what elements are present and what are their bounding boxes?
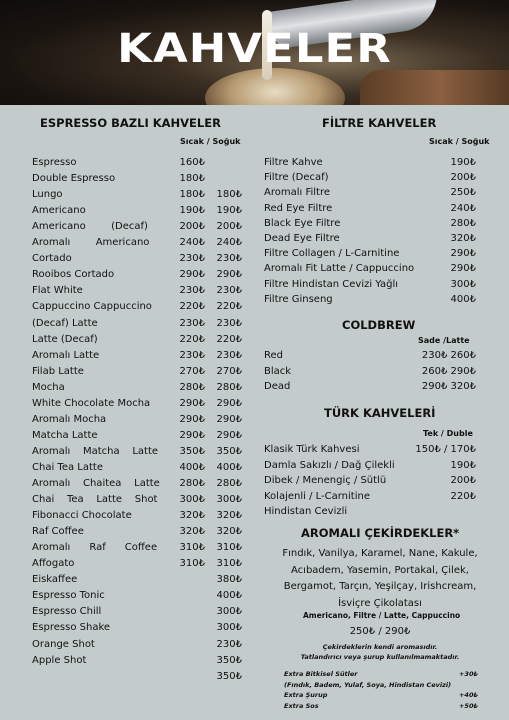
item-name: Aromalı Mocha — [32, 413, 107, 425]
item-price-cold: 230₺ — [216, 253, 242, 265]
item-name: Chai Tea Latte Shot — [32, 494, 158, 506]
item-name: Black — [264, 365, 292, 377]
extra-label: Extra Sos — [284, 701, 319, 710]
menu-item — [32, 204, 242, 218]
aromali-types: Americano, Filtre / Latte, Cappuccino — [303, 611, 461, 620]
item-price: 290₺ 320₺ — [421, 381, 476, 392]
item-name: Aromalı Matcha Latte — [32, 445, 159, 457]
item-price: 320₺ — [450, 233, 476, 244]
item-price-hot: 320₺ — [179, 510, 205, 522]
menu-item — [264, 459, 476, 473]
item-name: Aromalı Fit Latte / Cappuccino — [264, 263, 415, 275]
menu-item — [32, 236, 242, 250]
menu-item — [264, 278, 476, 292]
extra-label: (Fındık, Badem, Yulaf, Soya, Hindistan Cevizi) — [284, 680, 452, 689]
item-price-cold: 290₺ — [216, 413, 242, 425]
menu-item — [264, 349, 476, 363]
item-name: Espresso Tonic — [32, 590, 105, 602]
hero-banner — [0, 0, 509, 105]
item-name: Red — [264, 350, 283, 361]
aromali-note-2: Tatlandırıcı veya şurup kullanılmamaktadır. — [300, 653, 460, 661]
item-price: 260₺ 290₺ — [421, 365, 476, 377]
item-price-cold: 220₺ — [216, 333, 242, 345]
item-name: Filtre Ginseng — [264, 293, 333, 305]
filtre-subheader: Sıcak / Soğuk — [429, 137, 490, 146]
espresso-subheader: Sıcak / Soğuk — [180, 137, 241, 146]
item-price: 150₺ / 170₺ — [415, 444, 476, 455]
item-price: 240₺ — [450, 202, 476, 214]
item-name: Fibonacci Chocolate — [32, 510, 132, 522]
item-name: Aromalı Chaitea Latte — [32, 478, 160, 489]
item-name: Kolajenli / L-Carnitine — [264, 490, 370, 502]
menu-item — [264, 202, 476, 216]
extra-item — [284, 670, 478, 680]
item-name: (Decaf) Latte — [32, 317, 98, 329]
item-name: Flat White — [32, 285, 83, 297]
flavor-line: Acıbadem, Yasemin, Portakal, Çilek, — [291, 564, 469, 576]
item-price: 190₺ — [450, 157, 476, 168]
item-name: Filtre Hindistan Cevizi Yağlı — [264, 278, 399, 290]
menu-item — [32, 429, 242, 443]
item-name: Double Espresso — [32, 173, 116, 185]
menu-item — [32, 349, 242, 363]
item-price: 290₺ — [450, 263, 476, 275]
menu-item — [32, 573, 242, 587]
extra-item — [284, 702, 478, 712]
menu-item — [32, 317, 242, 331]
item-price-hot: 180₺ — [179, 189, 205, 201]
menu-item — [32, 188, 242, 202]
menu-item — [32, 589, 242, 603]
item-price-cold: 200₺ — [216, 221, 242, 233]
menu-item — [32, 172, 242, 186]
menu-item — [264, 293, 476, 307]
menu-item — [32, 493, 242, 507]
item-price-cold: 320₺ — [216, 510, 242, 522]
menu-item — [32, 477, 242, 491]
menu-item — [264, 380, 476, 394]
item-price-cold: 290₺ — [216, 397, 242, 409]
flavor-line: İsviçre Çikolatası — [338, 597, 422, 609]
item-price-hot: 320₺ — [179, 526, 205, 538]
item-name: Aromalı Americano — [32, 237, 150, 249]
menu-item — [264, 156, 476, 170]
item-price-cold: 350₺ — [216, 654, 242, 666]
item-name: Affogato — [32, 558, 75, 570]
turk-section-title: TÜRK KAHVELERİ — [324, 406, 436, 420]
aromali-note-1: Çekirdeklerin kendi aromasıdır. — [322, 643, 438, 651]
item-name: Rooibos Cortado — [32, 269, 115, 281]
aromali-price: 250₺ / 290₺ — [349, 626, 411, 637]
menu-item — [264, 186, 476, 200]
menu-item — [264, 171, 476, 185]
item-price-cold: 220₺ — [216, 301, 242, 313]
item-name: Cappuccino Cappuccino — [32, 301, 152, 313]
item-price-cold: 230₺ — [216, 285, 242, 297]
item-price: 220₺ — [450, 490, 476, 502]
menu-item — [32, 621, 242, 635]
item-price-cold: 230₺ — [216, 349, 242, 361]
item-price-hot: 310₺ — [179, 558, 205, 570]
item-price-hot: 180₺ — [179, 173, 205, 185]
item-name: Espresso Chill — [32, 606, 102, 618]
menu-item — [32, 654, 242, 668]
coldbrew-subheader: Sade /Latte — [418, 336, 470, 345]
item-price-hot: 190₺ — [179, 205, 205, 217]
item-name: Hindistan Cevizli — [264, 506, 348, 517]
item-price-cold: 190₺ — [216, 205, 242, 217]
menu-item — [32, 284, 242, 298]
item-price-hot: 230₺ — [179, 285, 205, 297]
item-name: Espresso Shake — [32, 622, 111, 634]
item-price-cold: 280₺ — [216, 381, 242, 393]
item-price-cold: 320₺ — [216, 526, 242, 538]
aromali-section-title: AROMALI ÇEKİRDEKLER* — [301, 526, 460, 540]
item-name: Filtre Collagen / L-Carnitine — [264, 248, 400, 260]
menu-item — [264, 365, 476, 379]
item-price-cold: 310₺ — [216, 542, 242, 554]
item-price: 250₺ — [450, 187, 476, 199]
extra-label: Extra Şurup — [284, 691, 328, 699]
flavor-line: Bergamot, Tarçın, Yeşilçay, Irishcream, — [283, 581, 477, 592]
item-name: Filab Latte — [32, 365, 84, 377]
item-price-cold: 400₺ — [216, 461, 242, 473]
item-price: 400₺ — [450, 293, 476, 305]
item-name: Black Eye Filtre — [264, 217, 341, 229]
espresso-section-title: ESPRESSO BAZLI KAHVELER — [40, 116, 221, 130]
item-name: Cortado — [32, 253, 72, 265]
coldbrew-section-title: COLDBREW — [342, 318, 416, 332]
item-name: Aromalı Raf Coffee — [32, 542, 158, 554]
turk-subheader: Tek / Duble — [423, 429, 473, 438]
menu-item — [32, 413, 242, 427]
item-price-hot: 230₺ — [179, 253, 205, 265]
item-name: Apple Shot — [32, 654, 87, 666]
extra-price: +40₺ — [458, 691, 478, 699]
menu-item — [264, 474, 476, 488]
item-price-hot: 290₺ — [179, 269, 205, 281]
menu-item — [264, 247, 476, 261]
menu-item — [264, 262, 476, 276]
menu-item — [32, 461, 242, 475]
item-name: Red Eye Filtre — [264, 202, 333, 214]
item-price: 230₺ 260₺ — [421, 350, 476, 361]
item-name: Aromalı Filtre — [264, 187, 331, 199]
item-price-hot: 310₺ — [179, 542, 205, 554]
item-price-cold: 310₺ — [216, 558, 242, 570]
item-name: Latte (Decaf) — [32, 333, 98, 345]
coffee-cup-image — [205, 68, 345, 105]
item-price-cold: 230₺ — [216, 638, 242, 650]
menu-item — [32, 670, 242, 684]
item-price-hot: 270₺ — [179, 365, 205, 377]
flavor-line: Fındık, Vanilya, Karamel, Nane, Kakule, — [282, 548, 478, 559]
item-name: Espresso — [32, 157, 77, 168]
item-name: Lungo — [32, 189, 63, 201]
item-name: Chai Tea Latte — [32, 461, 103, 473]
menu-item — [264, 217, 476, 231]
item-name: Americano (Decaf) — [32, 221, 148, 233]
item-price-cold: 300₺ — [216, 606, 242, 618]
item-price: 280₺ — [450, 217, 476, 229]
item-price-hot: 300₺ — [179, 494, 205, 506]
item-name: Orange Shot — [32, 638, 95, 650]
item-price-hot: 200₺ — [179, 221, 205, 233]
item-name: Matcha Latte — [32, 429, 98, 441]
item-price: 200₺ — [450, 172, 476, 184]
menu-item — [32, 541, 242, 555]
item-price-hot: 160₺ — [179, 157, 205, 168]
item-price-cold: 230₺ — [216, 317, 242, 329]
menu-item — [32, 397, 242, 411]
filtre-section-title: FİLTRE KAHVELER — [322, 116, 437, 130]
menu-item — [32, 365, 242, 379]
item-price-hot: 280₺ — [179, 381, 205, 393]
item-price-hot: 350₺ — [179, 445, 205, 457]
item-price-cold: 280₺ — [216, 478, 242, 489]
menu-item — [32, 333, 242, 347]
menu-item — [32, 156, 242, 170]
item-price-hot: 290₺ — [179, 429, 205, 441]
item-price-hot: 230₺ — [179, 349, 205, 361]
item-name: Americano — [32, 205, 86, 217]
item-price-cold: 380₺ — [216, 574, 242, 586]
item-price-cold: 180₺ — [216, 189, 242, 201]
menu-item — [32, 381, 242, 395]
item-price-hot: 220₺ — [179, 301, 205, 313]
menu-item — [264, 505, 476, 519]
extra-price: +50₺ — [458, 701, 478, 710]
item-price-hot: 290₺ — [179, 413, 205, 425]
item-price-cold: 350₺ — [216, 670, 242, 682]
item-price-cold: 290₺ — [216, 269, 242, 281]
menu-item — [264, 232, 476, 246]
extra-item — [284, 691, 478, 701]
item-name: Dead — [264, 381, 291, 392]
menu-item — [32, 509, 242, 523]
item-price-hot: 220₺ — [179, 333, 205, 345]
item-name: Klasik Türk Kahvesi — [264, 444, 360, 455]
item-price-cold: 300₺ — [216, 494, 242, 506]
item-name: Mocha — [32, 381, 65, 393]
menu-item — [264, 490, 476, 504]
item-price-hot: 240₺ — [179, 237, 205, 249]
menu-item — [32, 605, 242, 619]
menu-item — [264, 443, 476, 457]
item-price: 200₺ — [450, 475, 476, 486]
item-name: Dead Eye Filtre — [264, 233, 340, 244]
page-title: KAHVELER — [117, 26, 392, 72]
item-price-cold: 300₺ — [216, 622, 242, 634]
menu-item — [32, 557, 242, 571]
item-price-cold: 400₺ — [216, 590, 242, 602]
item-price-cold: 350₺ — [216, 445, 242, 457]
item-name: Dibek / Menengiç / Sütlü — [264, 475, 387, 486]
menu-item — [32, 220, 242, 234]
item-name: Aromalı Latte — [32, 349, 100, 361]
item-name: Damla Sakızlı / Dağ Çilekli — [264, 459, 395, 471]
item-price: 300₺ — [450, 278, 476, 290]
item-price-cold: 270₺ — [216, 365, 242, 377]
item-name: White Chocolate Mocha — [32, 397, 151, 409]
extra-label: Extra Bitkisel Sütler — [284, 670, 358, 678]
extra-item — [284, 681, 478, 691]
menu-item — [32, 268, 242, 282]
item-price-cold: 290₺ — [216, 429, 242, 441]
item-name: Filtre (Decaf) — [264, 172, 329, 184]
item-price-hot: 290₺ — [179, 397, 205, 409]
menu-item — [32, 525, 242, 539]
item-price-cold: 240₺ — [216, 237, 242, 249]
menu-item — [32, 445, 242, 459]
item-price-hot: 280₺ — [179, 478, 205, 489]
item-name: Raf Coffee — [32, 526, 84, 538]
item-price-hot: 230₺ — [179, 317, 205, 329]
item-name: Filtre Kahve — [264, 157, 323, 168]
item-name: Eiskaffee — [32, 574, 78, 586]
item-price: 190₺ — [450, 459, 476, 471]
wood-board-image — [360, 70, 509, 105]
menu-item — [32, 638, 242, 652]
item-price: 290₺ — [450, 248, 476, 260]
item-price-hot: 400₺ — [179, 461, 205, 473]
menu-item — [32, 300, 242, 314]
extra-price: +30₺ — [458, 670, 478, 678]
menu-item — [32, 252, 242, 266]
